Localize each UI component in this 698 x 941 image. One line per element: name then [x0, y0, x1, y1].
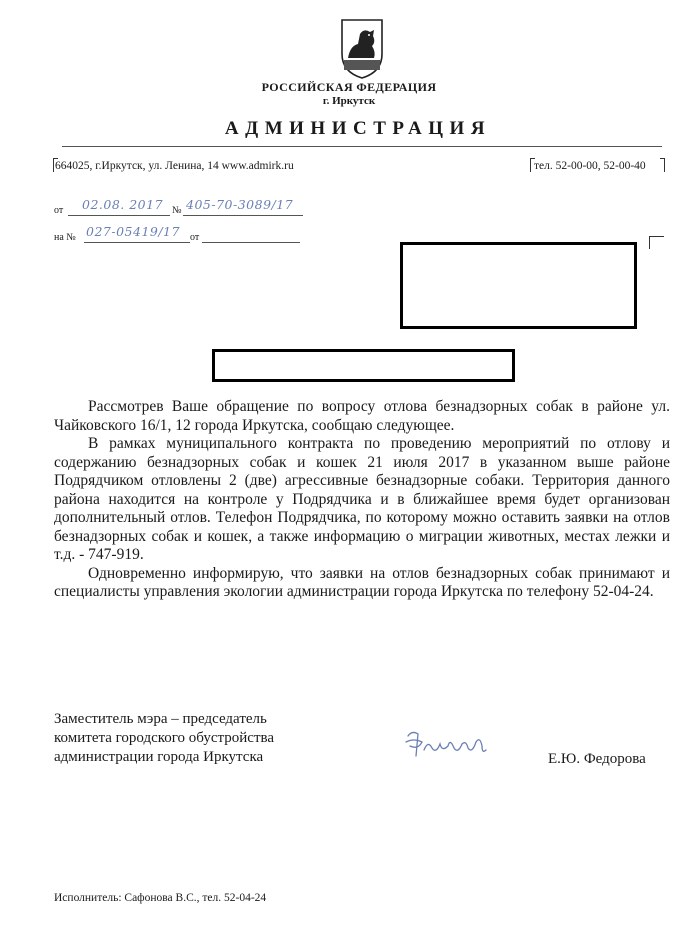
coat-of-arms-icon [336, 16, 388, 80]
paragraph-2: В рамках муниципального контракта по проведению мероприятий по отлову и содержанию безнадзорных собак и кошек 21 июля 2017 в указанном выше районе Подрядчиком отловлены 2 (две) агрессивные безнадзорные собаки. Территория данного района находится на контроле у Подрядчика и в ближайшее время будет организован дополнительный отлов. Телефон Подрядчика, по которому можно оставить заявки на отлов безнадзорных собак и кошек, а также информацию о миграции животных, местах лежки и т.д. - 747-919. [54, 435, 670, 563]
phones-bracket-right [660, 158, 665, 172]
signer-name: Е.Ю. Федорова [548, 751, 646, 767]
date-value: 02.08. 2017 [82, 197, 164, 212]
ref-date-field [202, 227, 300, 243]
number-value: 405-70-3089/17 [186, 197, 294, 212]
handwritten-signature [402, 726, 490, 766]
salutation-redaction-box [212, 349, 515, 382]
number-label: № [172, 205, 182, 216]
letter-body [54, 398, 670, 602]
ref-date-label: от [190, 232, 200, 243]
ref-number-value: 027-05419/17 [86, 224, 180, 239]
header-divider [62, 146, 662, 147]
date-label: от [54, 205, 64, 216]
executor-line: Исполнитель: Сафонова В.С., тел. 52-04-24 [54, 892, 267, 904]
country-title: РОССИЙСКАЯ ФЕДЕРАЦИЯ [261, 80, 437, 94]
paragraph-3: Одновременно информирую, что заявки на отлов безнадзорных собак принимают и специалисты управления экологии администрации города Иркутска по телефону 52-04-24. [54, 564, 670, 600]
recipient-redaction-box [400, 242, 637, 329]
address-line: 664025, г.Иркутск, ул. Ленина, 14 www.admirk.ru [55, 160, 294, 172]
position-line-1: Заместитель мэра – председатель [54, 711, 267, 727]
position-line-2: комитета городского обустройства [54, 730, 275, 746]
organization-title: АДМИНИСТРАЦИЯ [224, 118, 492, 139]
phones-line: тел. 52-00-00, 52-00-40 [534, 160, 646, 172]
paragraph-1: Рассмотрев Ваше обращение по вопросу отлова безнадзорных собак в районе ул. Чайковского 16/1, 12 города Иркутска, сообщаю следующее. [54, 398, 670, 434]
position-line-3: администрации города Иркутска [54, 749, 264, 765]
recipient-corner-mark [649, 236, 664, 249]
city-title: г. Иркутск [322, 95, 376, 107]
signatory-position [54, 710, 274, 767]
ref-label: на № [54, 232, 76, 243]
